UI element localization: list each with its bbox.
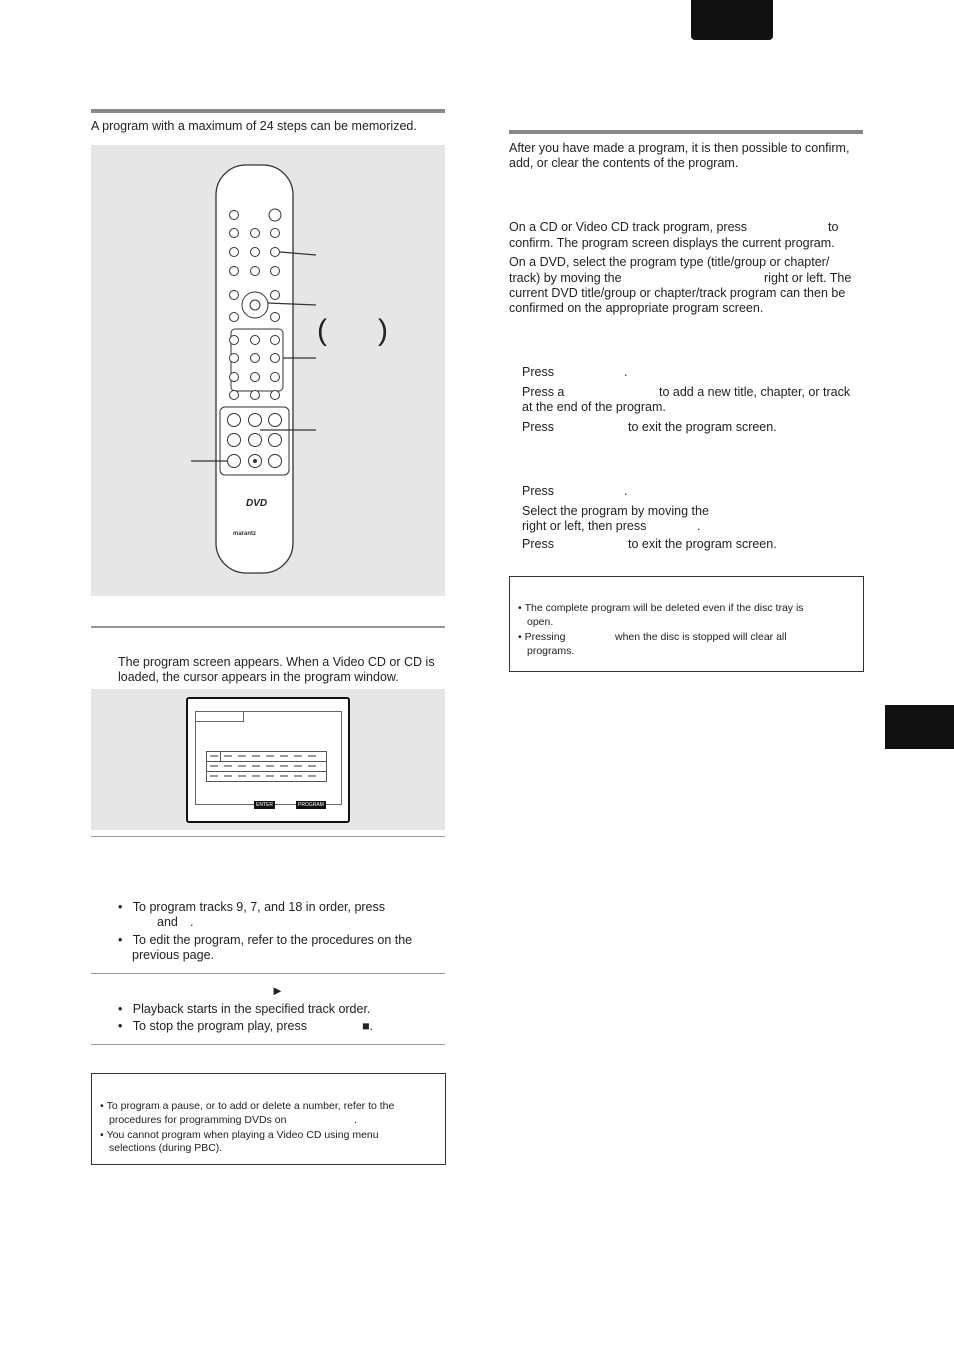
left-note-line2: procedures for programming DVDs on	[109, 1114, 287, 1126]
step2-bullet1-line1: • To program tracks 9, 7, and 18 in order, press	[118, 900, 386, 914]
program-key-label: PROGRAM	[298, 802, 324, 808]
clear-step2-dot: .	[697, 519, 701, 533]
add-step2b: to add a new title, chapter, or track	[659, 385, 851, 399]
right-note-line4: programs.	[527, 645, 575, 657]
add-step2a: Press a	[522, 385, 565, 399]
stop-icon: ■.	[362, 1019, 374, 1033]
step3-bullet1: • Playback starts in the specified track order.	[118, 1002, 371, 1016]
add-step3b: to exit the program screen.	[628, 420, 777, 434]
right-note-line3a: • Pressing	[518, 631, 566, 643]
step3-rule	[91, 973, 445, 974]
svg-text:): )	[378, 314, 388, 347]
step3-bullet2: • To stop the program play, press	[118, 1019, 307, 1033]
confirm-line4b: right or left. The	[764, 271, 852, 285]
program-table	[206, 751, 336, 791]
left-note-box	[91, 1073, 446, 1165]
clear-step2a: Select the program by moving the	[522, 504, 709, 518]
intro-text: A program with a maximum of 24 steps can be memorized.	[91, 119, 417, 133]
confirm-line5: current DVD title/group or chapter/track program can then be	[509, 286, 846, 300]
add-step1: Press	[522, 365, 554, 379]
step1-text-line1: The program screen appears. When a Video CD or CD is	[118, 655, 435, 669]
remote-control-icon	[91, 145, 445, 596]
heading-rule	[91, 109, 445, 113]
program-screen-panel	[91, 689, 445, 830]
right-note-line3b: when the disc is stopped will clear all	[615, 631, 787, 643]
confirm-line6: confirmed on the appropriate program screen.	[509, 301, 764, 315]
step1-text-line2: loaded, the cursor appears in the program window.	[118, 670, 399, 684]
step2-bullet1-dot: .	[190, 915, 194, 929]
left-note-dot: .	[354, 1114, 357, 1126]
step2-bullet2-line1: • To edit the program, refer to the procedures on the	[118, 933, 413, 947]
section-tab	[885, 705, 954, 749]
add-step3a: Press	[522, 420, 554, 434]
right-intro-line2: add, or clear the contents of the program.	[509, 156, 739, 170]
dvd-logo: DVD	[246, 498, 268, 509]
left-note-line1: • To program a pause, or to add or delete a number, refer to the	[100, 1100, 395, 1112]
right-note-line1: • The complete program will be deleted even if the disc tray is	[518, 602, 804, 614]
program-screen	[186, 697, 350, 823]
remote-illustration-panel	[91, 145, 445, 596]
step1-rule	[91, 626, 445, 628]
add-step1-dot: .	[624, 365, 628, 379]
left-note-line4: selections (during PBC).	[109, 1142, 223, 1154]
step2-bullet2-line2: previous page.	[132, 948, 215, 962]
clear-step2b: right or left, then press	[522, 519, 647, 533]
confirm-line4a: track) by moving the	[509, 271, 622, 285]
confirm-line1b: to	[828, 220, 839, 234]
language-tab	[691, 0, 773, 40]
right-intro-line1: After you have made a program, it is then possible to confirm,	[509, 141, 850, 155]
clear-step1-dot: .	[624, 484, 628, 498]
add-step2c: at the end of the program.	[522, 400, 666, 414]
confirm-line1a: On a CD or Video CD track program, press	[509, 220, 748, 234]
step2-bullet1-line2: and	[157, 915, 178, 929]
right-heading-rule	[509, 130, 863, 134]
step3-end-rule	[91, 1044, 445, 1045]
clear-step1: Press	[522, 484, 554, 498]
brand-logo: marantz	[233, 531, 257, 537]
play-icon: ►	[271, 983, 284, 998]
step2-rule	[91, 836, 445, 837]
svg-text:(: (	[317, 314, 327, 347]
right-note-line2: open.	[527, 616, 554, 628]
right-note-box	[509, 576, 864, 672]
confirm-line2: confirm. The program screen displays the current program.	[509, 236, 835, 250]
clear-step3a: Press	[522, 537, 554, 551]
left-note-line3: • You cannot program when playing a Video CD using menu	[100, 1129, 379, 1141]
confirm-line3: On a DVD, select the program type (title/group or chapter/	[509, 255, 830, 269]
clear-step3b: to exit the program screen.	[628, 537, 777, 551]
enter-key-label: ENTER	[256, 802, 273, 808]
